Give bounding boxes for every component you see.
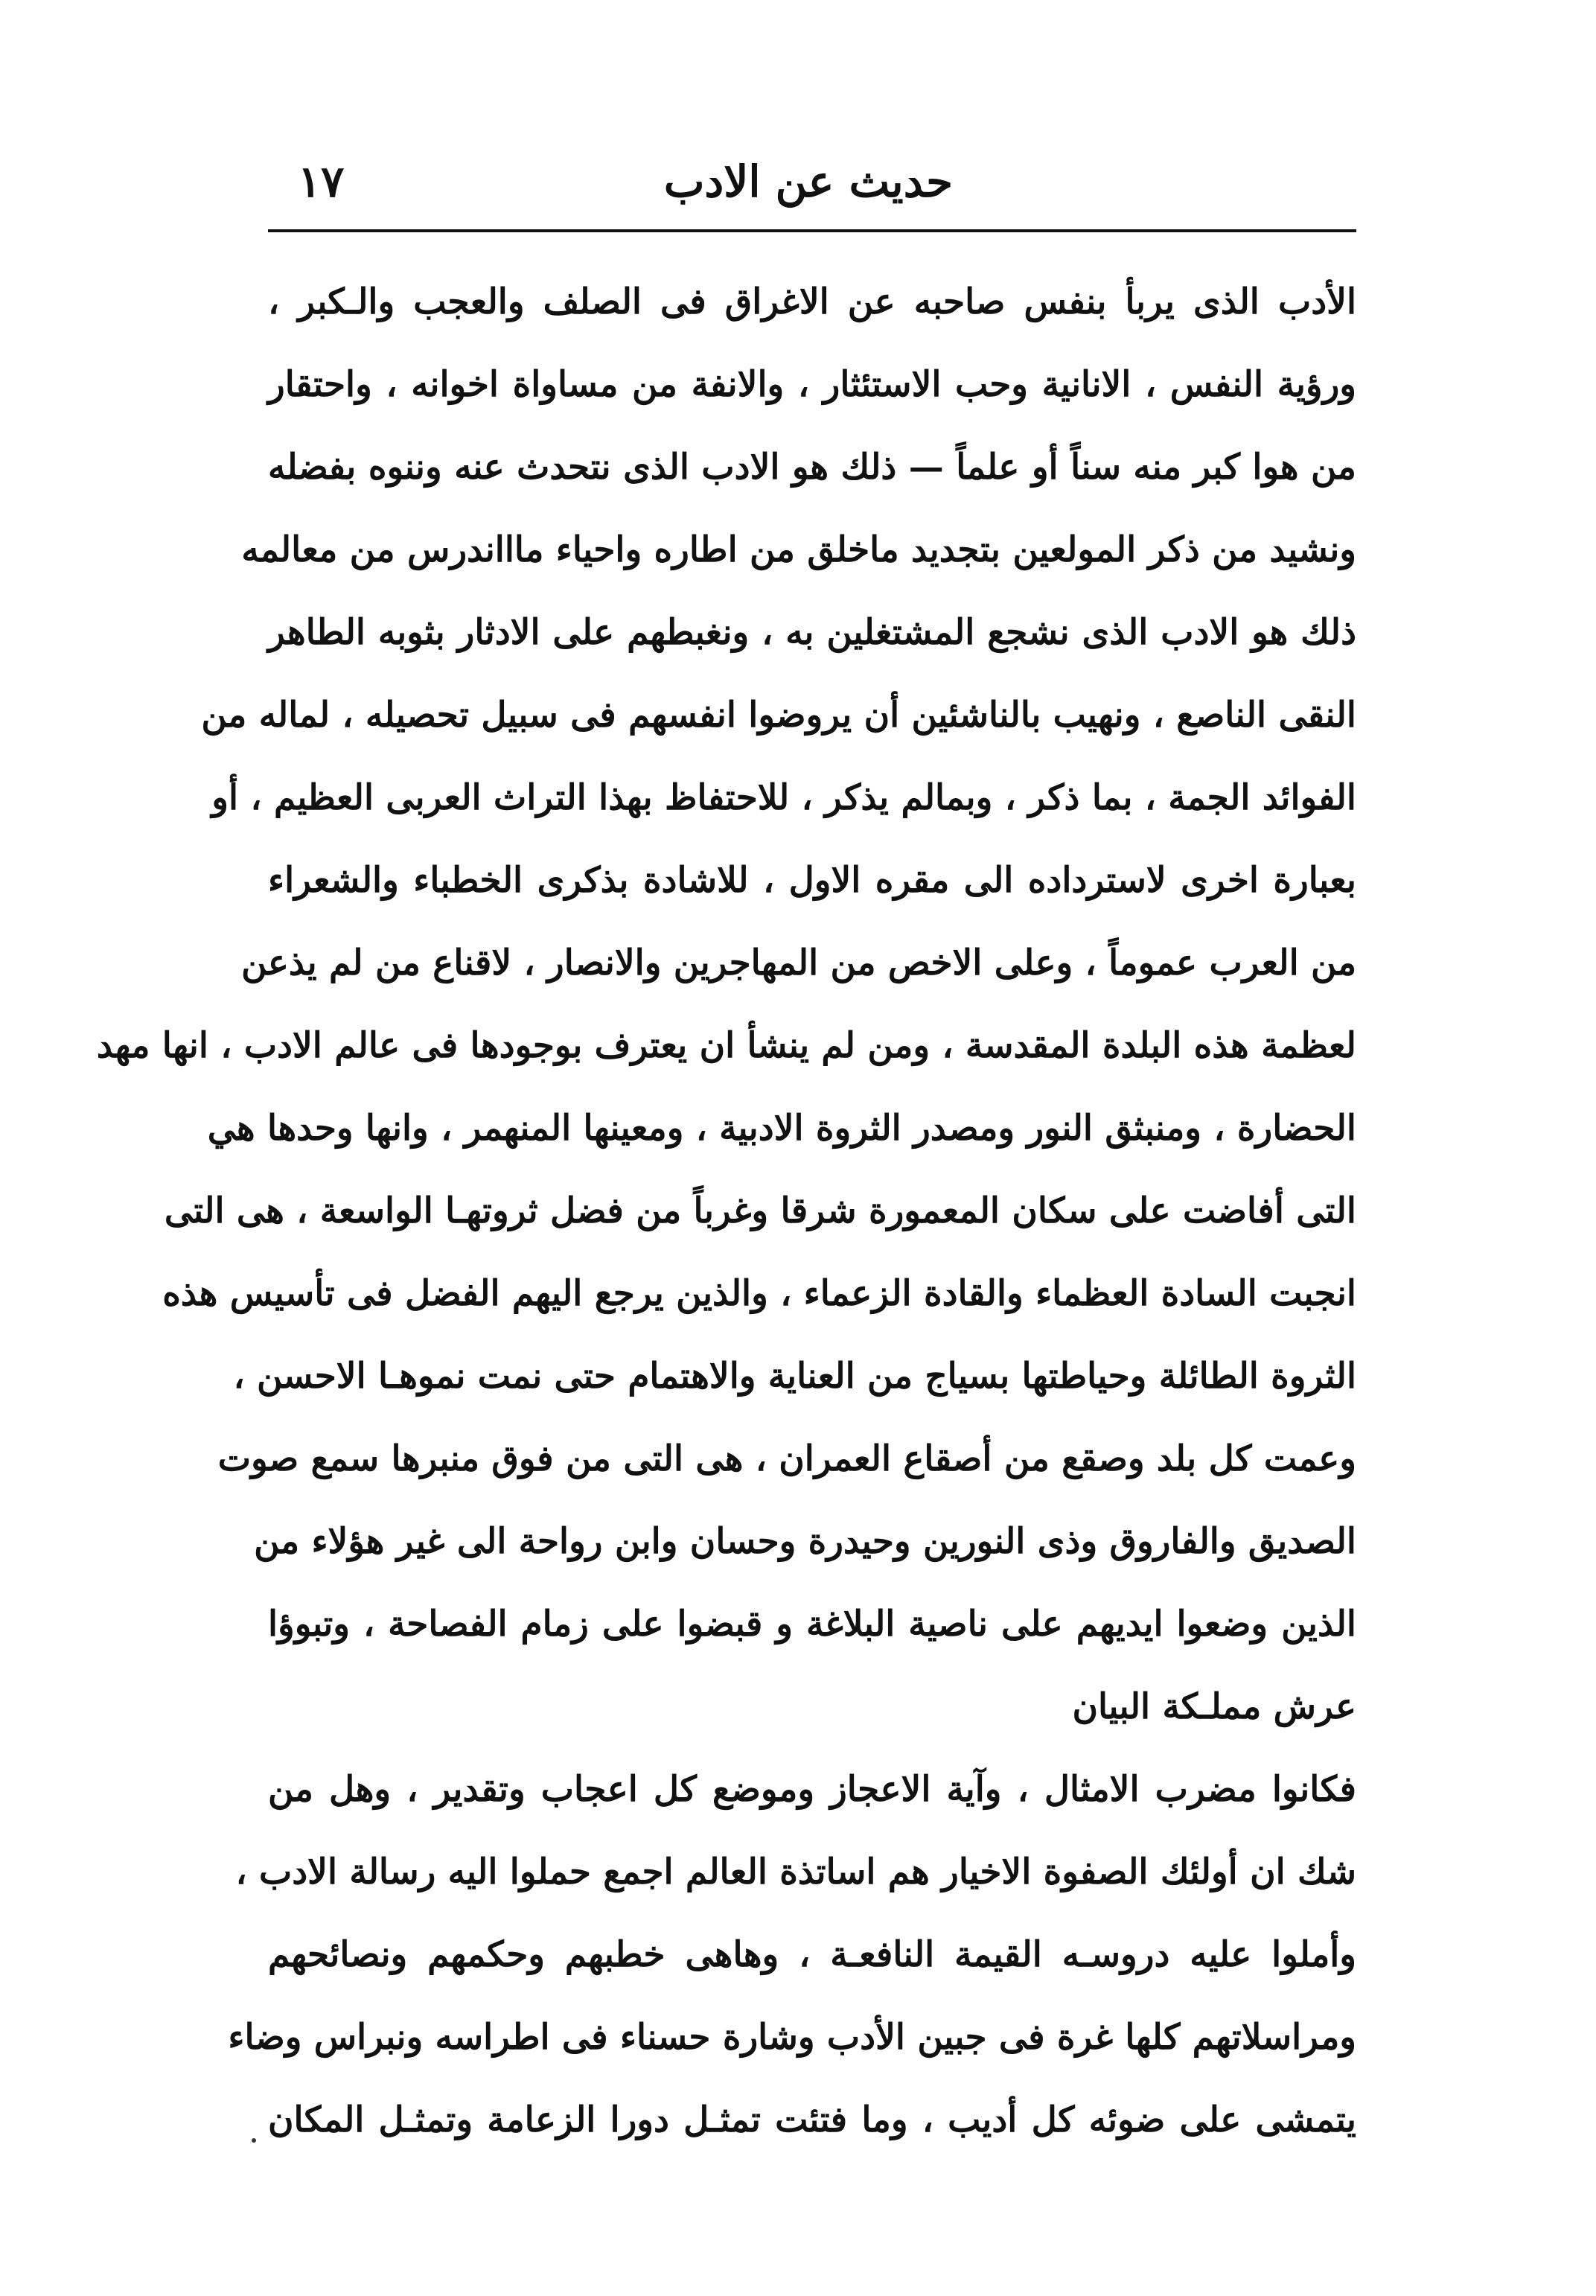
text-line: ونشيد من ذكر المولعين بتجديد ماخلق من اطاره واحياء ماااندرس من معالمه [241,529,1356,570]
text-line: وأملوا عليه دروسـه القيمة النافعـة ، وهاهى خطبهم وحكمهم ونصائحهم [268,1934,1356,1975]
text-line: وعمت كل بلد وصقع من أصقاع العمران ، هى التى من فوق منبرها سمع صوت [217,1438,1356,1479]
paragraph-end-line: عرش مملـكة البيان [1072,1686,1356,1727]
text-line: الصديق والفاروق وذى النورين وحيدرة وحسان وابن رواحة الى غير هؤلاء من [254,1521,1356,1562]
text-line: الفوائد الجمة ، بما ذكر ، وبمالم يذكر ، للاحتفاظ بهذا التراث العربى العظيم ، أو [211,777,1356,818]
running-title: حديث عن الادب [663,156,953,207]
text-line: بعبارة اخرى لاسترداده الى مقره الاول ، للاشادة بذكرى الخطباء والشعراء [268,860,1356,901]
body-text [96,261,1356,2161]
text-line: الأدب الذى يربأ بنفس صاحبه عن الاغراق فى الصلف والعجب والـكبر ، [268,281,1356,322]
text-line: شك ان أولئك الصفوة الاخيار هم اساتذة العالم اجمع حملوا اليه رسالة الادب ، [235,1852,1356,1892]
text-line: يتمشى على ضوئه كل أديب ، وما فتئت تمثـل دورا الزعامة وتمثـل المكان [268,2099,1356,2140]
text-line: الثروة الطائلة وحياطتها بسياج من العناية والاهتمام حتى نمت نموهـا الاحسن ، [233,1356,1356,1397]
text-line: ذلك هو الادب الذى نشجع المشتغلين به ، ونغبطهم على الادثار بثوبه الطاهر [268,612,1356,653]
text-line: لعظمة هذه البلدة المقدسة ، ومن لم ينشأ ان يعترف بوجودها فى عالم الادب ، انها مهد [96,1025,1356,1066]
scan-speck [252,2138,256,2143]
text-line: ومراسلاتهم كلها غرة فى جبين الأدب وشارة حسناء فى اطراسه ونبراس وضاء [228,2017,1356,2058]
text-line: ورؤية النفس ، الانانية وحب الاستئثار ، والانفة من مساواة اخوانه ، واحتقار [268,364,1356,405]
header-divider [268,229,1356,232]
text-line: من العرب عموماً ، وعلى الاخص من المهاجرين والانصار ، لاقناع من لم يذعن [241,943,1356,983]
page-number: ١٧ [298,156,345,207]
text-line: من هوا كبر منه سناً أو علماً — ذلك هو الادب الذى نتحدث عنه وننوه بفضله [268,447,1356,488]
page-header [268,149,1355,223]
text-line: فكانوا مضرب الامثال ، وآية الاعجاز وموضع كل اعجاب وتقدير ، وهل من [268,1769,1356,1810]
text-line: النقى الناصع ، ونهيب بالناشئين أن يروضوا انفسهم فى سبيل تحصيله ، لماله من [201,695,1356,736]
text-line: الحضارة ، ومنبثق النور ومصدر الثروة الادبية ، ومعينها المنهمر ، وانها وحدها هي [207,1108,1356,1149]
text-line: التى أفاضت على سكان المعمورة شرقا وغرباً من فضل ثروتهـا الواسعة ، هى التى [164,1190,1356,1231]
text-line: الذين وضعوا ايديهم على ناصية البلاغة و قبضوا على زمام الفصاحة ، وتبوؤا [268,1604,1356,1645]
text-line: انجبت السادة العظماء والقادة الزعماء ، والذين يرجع اليهم الفضل فى تأسيس هذه [162,1273,1356,1314]
